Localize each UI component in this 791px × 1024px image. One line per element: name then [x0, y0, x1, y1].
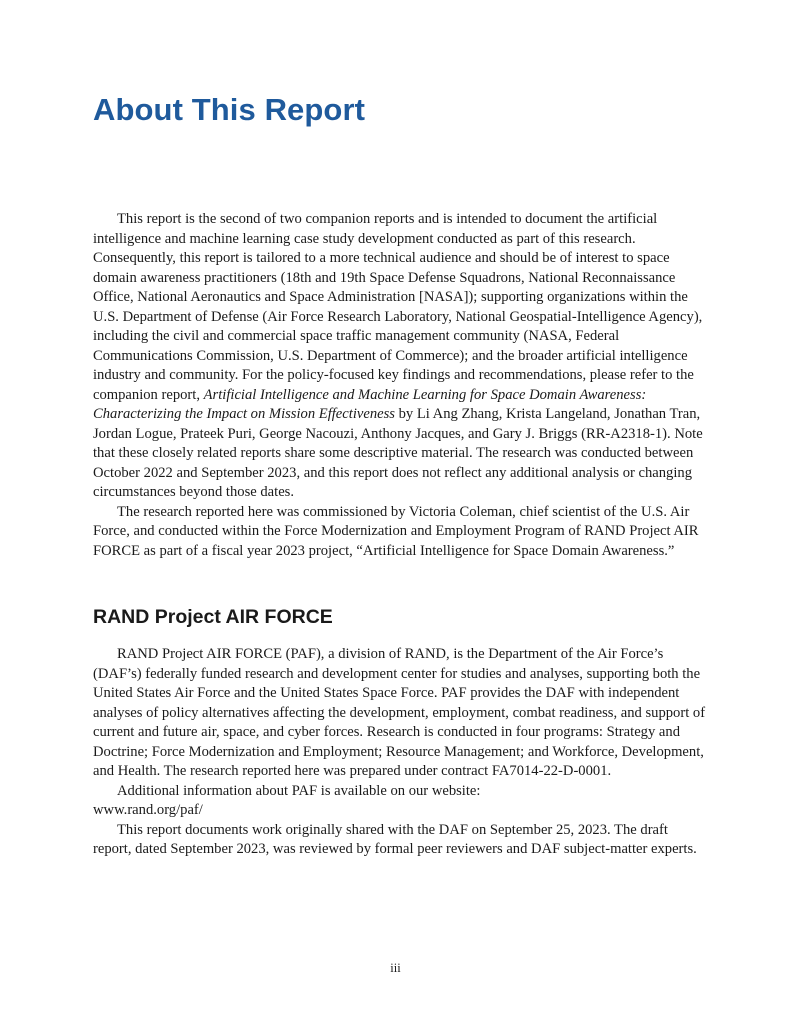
- intro-p1-text-continued: by Li Ang Zhang, Krista Langeland, Jonathan Tran, Jordan Logue, Prateek Puri, George Nacouzi, Anthony Jacques, and Gary J. Briggs (RR-A2318-1). Note that these closely related reports share some descriptive material. The research was conducted between October 2022 and September 2023, and this report does not reflect any additional analysis or changing circumstances beyond those dates.: [93, 406, 703, 500]
- intro-paragraph-1: [93, 210, 707, 503]
- paf-section: [93, 645, 707, 860]
- paf-paragraph-2: Additional information about PAF is available on our website:: [117, 782, 481, 799]
- section-heading-paf: RAND Project AIR FORCE: [93, 606, 333, 628]
- paf-paragraph-3: This report documents work originally shared with the DAF on September 25, 2023. The draft report, dated September 2023, was reviewed by formal peer reviewers and DAF subject-matter experts.: [93, 821, 697, 857]
- intro-section: [93, 210, 707, 561]
- companion-report-title: Artificial Intelligence and Machine Learning for Space Domain Awareness: Characterizing the Impact on Mission Effectiveness: [93, 386, 647, 422]
- page-number: iii: [390, 961, 401, 975]
- intro-paragraph-2: The research reported here was commissioned by Victoria Coleman, chief scientist of the U.S. Air Force, and conducted within the Force Modernization and Employment Program of RAND Project AIR FORCE as part of a fiscal year 2023 project, “Artificial Intelligence for Space Domain Awareness.”: [93, 503, 699, 559]
- intro-p1-text: This report is the second of two companion reports and is intended to document the artificial intelligence and machine learning case study development conducted as part of this research. Consequently, this report is tailored to a more technical audience and should be of interest to space domain awareness practitioners (18th and 19th Space Defense Squadrons, National Reconnaissance Office, National Aeronautics and Space Administration [NASA]); supporting organizations within the U.S. Department of Defense (Air Force Research Laboratory, National Geospatial-Intelligence Agency), including the civil and commercial space traffic management community (NASA, Federal Communications Commission, U.S. Department of Commerce); and the broader artificial intelligence industry and community. For the policy-focused key findings and recommendations, please refer to the companion report,: [93, 211, 703, 403]
- paf-website-link[interactable]: www.rand.org/paf/: [93, 802, 203, 818]
- page-title: About This Report: [93, 92, 366, 127]
- paf-paragraph-1: RAND Project AIR FORCE (PAF), a division of RAND, is the Department of the Air Force’s (DAF’s) federally funded research and development center for studies and analyses, supporting both the United States Air Force and the United States Space Force. PAF provides the DAF with independent analyses of policy alternatives affecting the development, employment, combat readiness, and support of current and future air, space, and cyber forces. Research is conducted in four programs: Strategy and Doctrine; Force Modernization and Employment; Resource Management; and Workforce, Development, and Health. The research reported here was prepared under contract FA7014-22-D-0001.: [93, 646, 706, 779]
